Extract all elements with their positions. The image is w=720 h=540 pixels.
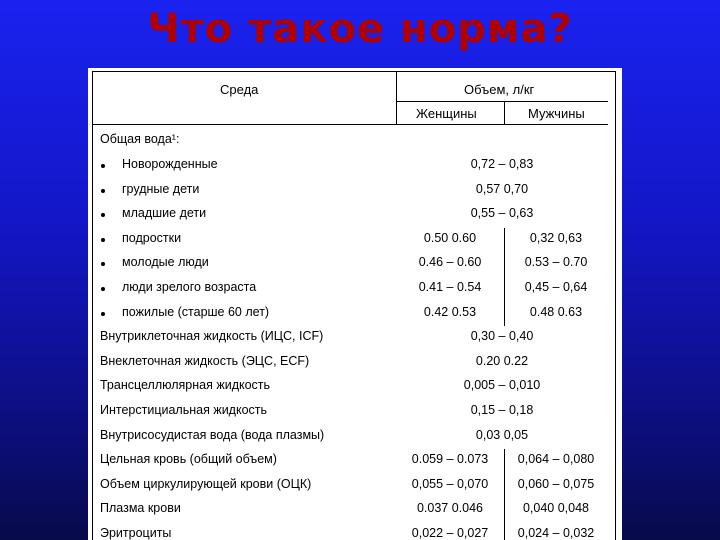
row-label: грудные дети bbox=[122, 181, 200, 196]
value-men: 0,45 – 0,64 bbox=[524, 280, 588, 294]
bullet-icon bbox=[101, 164, 105, 168]
column-divider bbox=[504, 277, 505, 302]
value-men: 0,060 – 0,075 bbox=[517, 476, 595, 491]
column-divider bbox=[504, 302, 505, 327]
header-men: Мужчины bbox=[528, 106, 585, 121]
header-env: Среда bbox=[220, 82, 259, 97]
row-label: Внутрисосудистая вода (вода плазмы) bbox=[100, 427, 325, 442]
row-label: пожилые (старше 60 лет) bbox=[122, 304, 270, 319]
header-col-divider bbox=[396, 72, 397, 124]
column-divider bbox=[504, 474, 505, 499]
value-both: 0,72 – 0,83 bbox=[470, 157, 534, 171]
value-men: 0.48 0.63 bbox=[529, 304, 583, 319]
value-men: 0,040 0,048 bbox=[522, 501, 590, 516]
column-divider bbox=[504, 498, 505, 523]
column-divider bbox=[504, 252, 505, 277]
header-sub-divider bbox=[504, 101, 505, 124]
row-label: Интерстициальная жидкость bbox=[100, 403, 268, 417]
value-women: 0,055 – 0,070 bbox=[411, 476, 489, 491]
value-both: 0,55 – 0,63 bbox=[470, 206, 534, 221]
row-label: Трансцеллюлярная жидкость bbox=[100, 378, 271, 393]
bullet-icon bbox=[101, 238, 105, 242]
row-label: молодые люди bbox=[122, 255, 209, 270]
value-men: 0.53 – 0.70 bbox=[524, 255, 588, 270]
value-both: 0,30 – 0,40 bbox=[470, 329, 534, 344]
value-women: 0.037 0.046 bbox=[416, 501, 484, 516]
row-label: Плазма крови bbox=[100, 501, 181, 516]
data-table bbox=[88, 68, 622, 540]
section-label: Общая вода¹: bbox=[100, 132, 180, 146]
row-label: младшие дети bbox=[122, 206, 207, 221]
value-both: 0,57 0,70 bbox=[475, 181, 529, 196]
value-women: 0.41 – 0.54 bbox=[418, 280, 482, 294]
value-both: 0.20 0.22 bbox=[475, 353, 529, 368]
bullet-icon bbox=[101, 312, 105, 316]
row-label: Внеклеточная жидкость (ЭЦС, ECF) bbox=[100, 353, 310, 368]
value-women: 0,022 – 0,027 bbox=[411, 526, 489, 540]
row-label: Объем циркулирующей крови (ОЦК) bbox=[100, 476, 312, 491]
header-volume: Объем, л/кг bbox=[464, 82, 535, 97]
value-men: 0,064 – 0,080 bbox=[517, 452, 595, 467]
value-women: 0.50 0.60 bbox=[423, 230, 477, 245]
row-label: Новорожденные bbox=[122, 157, 218, 171]
value-both: 0,15 – 0,18 bbox=[470, 403, 534, 417]
bullet-icon bbox=[101, 189, 105, 193]
row-label: Эритроциты bbox=[100, 526, 172, 540]
bullet-icon bbox=[101, 287, 105, 291]
value-women: 0.46 – 0.60 bbox=[418, 255, 482, 270]
header-divider bbox=[396, 101, 608, 102]
row-label: подростки bbox=[122, 230, 182, 245]
column-divider bbox=[504, 523, 505, 540]
header-bottom-line bbox=[93, 124, 608, 125]
row-label: Цельная кровь (общий объем) bbox=[100, 452, 277, 467]
row-label: Внутриклеточная жидкость (ИЦС, ICF) bbox=[100, 329, 324, 344]
value-women: 0.059 – 0.073 bbox=[411, 452, 489, 467]
row-label: люди зрелого возраста bbox=[122, 280, 257, 294]
value-both: 0,005 – 0,010 bbox=[463, 378, 541, 393]
slide-title: Что такое норма? bbox=[147, 6, 573, 52]
value-women: 0.42 0.53 bbox=[423, 304, 477, 319]
header-women: Женщины bbox=[416, 106, 477, 121]
column-divider bbox=[504, 228, 505, 253]
value-both: 0,03 0,05 bbox=[475, 427, 529, 442]
value-men: 0,32 0,63 bbox=[529, 230, 583, 245]
value-men: 0,024 – 0,032 bbox=[517, 526, 595, 540]
column-divider bbox=[504, 449, 505, 474]
